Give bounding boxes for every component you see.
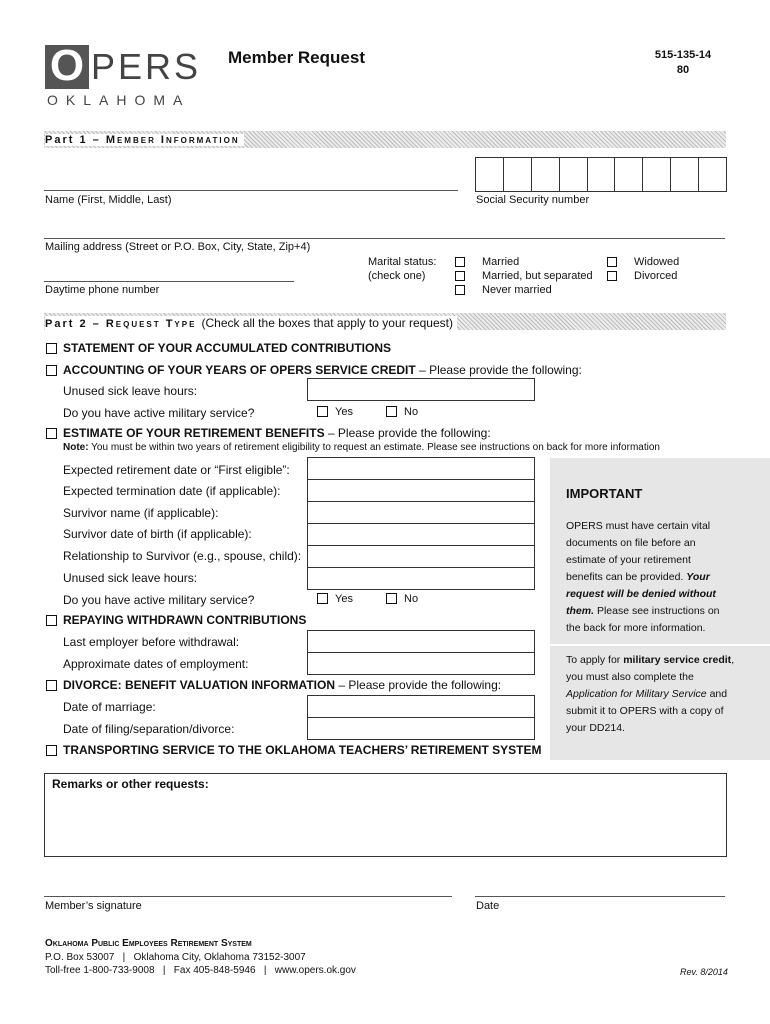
widowed-checkbox[interactable] — [607, 257, 617, 267]
never-married-checkbox[interactable] — [455, 285, 465, 295]
important-line: documents on file before an — [566, 537, 696, 549]
part2-heading-title: Request Type — [105, 318, 197, 330]
military-yes-checkbox-1[interactable] — [317, 406, 328, 417]
logo-o-letter: O — [49, 41, 85, 90]
date-label: Date — [476, 900, 500, 912]
note-text: You must be within two years of retirement eligibility to request an estimate. Please see instructions on back for more information — [91, 442, 660, 453]
expected-termination-label: Expected termination date (if applicable): — [63, 484, 281, 498]
important-divider — [550, 644, 770, 646]
survivor-name-input[interactable] — [307, 501, 535, 524]
ssn-boxes[interactable] — [475, 157, 727, 192]
military-yes-label-2: Yes — [335, 593, 353, 605]
repaying-label: REPAYING WITHDRAWN CONTRIBUTIONS — [63, 613, 307, 627]
approx-dates-input[interactable] — [307, 652, 535, 675]
military-no-label-2: No — [404, 593, 419, 605]
name-label: Name (First, Middle, Last) — [45, 194, 172, 206]
name-line — [44, 190, 458, 191]
date-marriage-input[interactable] — [307, 695, 535, 718]
important-fragment: and — [709, 688, 728, 700]
form-number: 515-135-14 — [654, 49, 712, 61]
part2-heading-part: Part 2 – — [45, 318, 101, 330]
divorce-suffix: – Please provide the following: — [338, 678, 502, 692]
divorce-checkbox[interactable] — [46, 680, 57, 691]
important-fragment: , — [731, 654, 735, 666]
date-line — [475, 896, 725, 897]
opers-logo — [45, 41, 202, 111]
transporting-label: TRANSPORTING SERVICE TO THE OKLAHOMA TEACHERS’ RETIREMENT SYSTEM — [63, 743, 542, 757]
approx-dates-label: Approximate dates of employment: — [63, 657, 249, 671]
repaying-checkbox[interactable] — [46, 615, 57, 626]
military-question-2: Do you have active military service? — [63, 593, 255, 607]
last-employer-input[interactable] — [307, 630, 535, 653]
phone-line — [44, 281, 294, 282]
important-italic: Application for Military Service — [566, 688, 707, 700]
note-label: Note: — [63, 442, 89, 453]
estimate-suffix: – Please provide the following: — [327, 426, 491, 440]
accounting-suffix: – Please provide the following: — [419, 363, 582, 377]
divorce-label — [63, 678, 501, 692]
transporting-checkbox[interactable] — [46, 745, 57, 756]
unused-sick-input-1[interactable] — [307, 378, 535, 401]
military-no-label-1: No — [404, 406, 419, 418]
statement-label: STATEMENT OF YOUR ACCUMULATED CONTRIBUTIONS — [63, 341, 391, 355]
important-line: your DD214. — [566, 722, 625, 734]
important-fragment: To apply for — [566, 654, 621, 666]
last-employer-label: Last employer before withdrawal: — [63, 635, 240, 649]
military-yes-label-1: Yes — [335, 406, 353, 418]
date-marriage-label: Date of marriage: — [63, 700, 156, 714]
expected-retirement-input[interactable] — [307, 457, 535, 480]
important-line — [566, 686, 766, 703]
important-line — [566, 603, 766, 620]
divorced-label: Divorced — [634, 270, 678, 282]
important-title: IMPORTANT — [566, 486, 643, 501]
survivor-dob-label: Survivor date of birth (if applicable): — [63, 527, 252, 541]
marital-sub: (check one) — [368, 270, 426, 282]
footer-org: Oklahoma Public Employees Retirement System — [45, 938, 252, 949]
important-emphasis: them. — [566, 605, 595, 617]
important-line: you must also complete the — [566, 671, 694, 683]
military-yes-checkbox-2[interactable] — [317, 593, 328, 604]
phone-label: Daytime phone number — [45, 284, 160, 296]
logo-oklahoma: OKLAHOMA — [47, 92, 191, 108]
footer-rev: Rev. 8/2014 — [680, 967, 728, 977]
important-emphasis: Your — [686, 571, 710, 583]
footer-contact: Toll-free 1-800-733-9008 | Fax 405-848-5946 | www.opers.ok.gov — [45, 965, 356, 976]
accounting-checkbox[interactable] — [46, 365, 57, 376]
date-filing-input[interactable] — [307, 717, 535, 740]
married-label: Married — [482, 256, 520, 268]
important-line — [566, 652, 766, 669]
signature-label: Member’s signature — [45, 900, 142, 912]
expected-retirement-label: Expected retirement date or “First eligible”: — [63, 463, 290, 477]
important-panel — [550, 458, 770, 760]
footer-address: P.O. Box 53007 | Oklahoma City, Oklahoma 73152-3007 — [45, 952, 306, 963]
accounting-label — [63, 363, 582, 377]
military-no-checkbox-1[interactable] — [386, 406, 397, 417]
important-line — [566, 569, 766, 586]
important-fragment: Please see instructions on — [596, 605, 720, 617]
estimate-checkbox[interactable] — [46, 428, 57, 439]
part1-heading — [45, 134, 244, 146]
statement-checkbox[interactable] — [46, 343, 57, 354]
unused-sick-input-2[interactable] — [307, 567, 535, 590]
important-emphasis: military service credit — [623, 654, 732, 666]
ssn-label: Social Security number — [476, 194, 590, 206]
important-text-1 — [566, 518, 766, 637]
unused-sick-label-1: Unused sick leave hours: — [63, 384, 198, 398]
survivor-dob-input[interactable] — [307, 523, 535, 546]
important-fragment: benefits can be provided. — [566, 571, 684, 583]
signature-line — [44, 896, 452, 897]
address-line — [44, 238, 725, 239]
part2-heading-note: (Check all the boxes that apply to your request) — [201, 316, 453, 330]
part1-heading-title: Member Information — [105, 134, 240, 146]
important-line: the back for more information. — [566, 622, 706, 634]
estimate-label — [63, 426, 491, 440]
important-line: OPERS must have certain vital — [566, 520, 711, 532]
married-checkbox[interactable] — [455, 257, 465, 267]
survivor-name-label: Survivor name (if applicable): — [63, 506, 219, 520]
estimate-title: ESTIMATE OF YOUR RETIREMENT BENEFITS — [63, 426, 325, 440]
important-line: estimate of your retirement — [566, 554, 691, 566]
remarks-label: Remarks or other requests: — [52, 777, 209, 791]
part1-heading-part: Part 1 – — [45, 134, 101, 146]
date-filing-label: Date of filing/separation/divorce: — [63, 722, 235, 736]
important-text-2 — [566, 652, 766, 737]
important-line: submit it to OPERS with a copy of — [566, 705, 724, 717]
logo-pers: PERS — [91, 46, 202, 87]
page-title: Member Request — [228, 48, 365, 67]
married-separated-label: Married, but separated — [482, 270, 593, 282]
relationship-input[interactable] — [307, 545, 535, 568]
accounting-title: ACCOUNTING OF YOUR YEARS OF OPERS SERVICE CREDIT — [63, 363, 416, 377]
important-emphasis: request will be denied without — [566, 588, 716, 600]
widowed-label: Widowed — [634, 256, 680, 268]
address-label: Mailing address (Street or P.O. Box, City, State, Zip+4) — [45, 241, 311, 253]
never-married-label: Never married — [482, 284, 552, 296]
military-question-1: Do you have active military service? — [63, 406, 255, 420]
marital-label: Marital status: — [368, 256, 437, 268]
form-number-2: 80 — [676, 64, 690, 76]
part2-heading — [45, 316, 457, 330]
military-no-checkbox-2[interactable] — [386, 593, 397, 604]
divorce-title: DIVORCE: BENEFIT VALUATION INFORMATION — [63, 678, 335, 692]
relationship-label: Relationship to Survivor (e.g., spouse, child): — [63, 549, 302, 563]
expected-termination-input[interactable] — [307, 479, 535, 502]
divorced-checkbox[interactable] — [607, 271, 617, 281]
estimate-note — [63, 442, 660, 453]
unused-sick-label-2: Unused sick leave hours: — [63, 571, 198, 585]
married-separated-checkbox[interactable] — [455, 271, 465, 281]
